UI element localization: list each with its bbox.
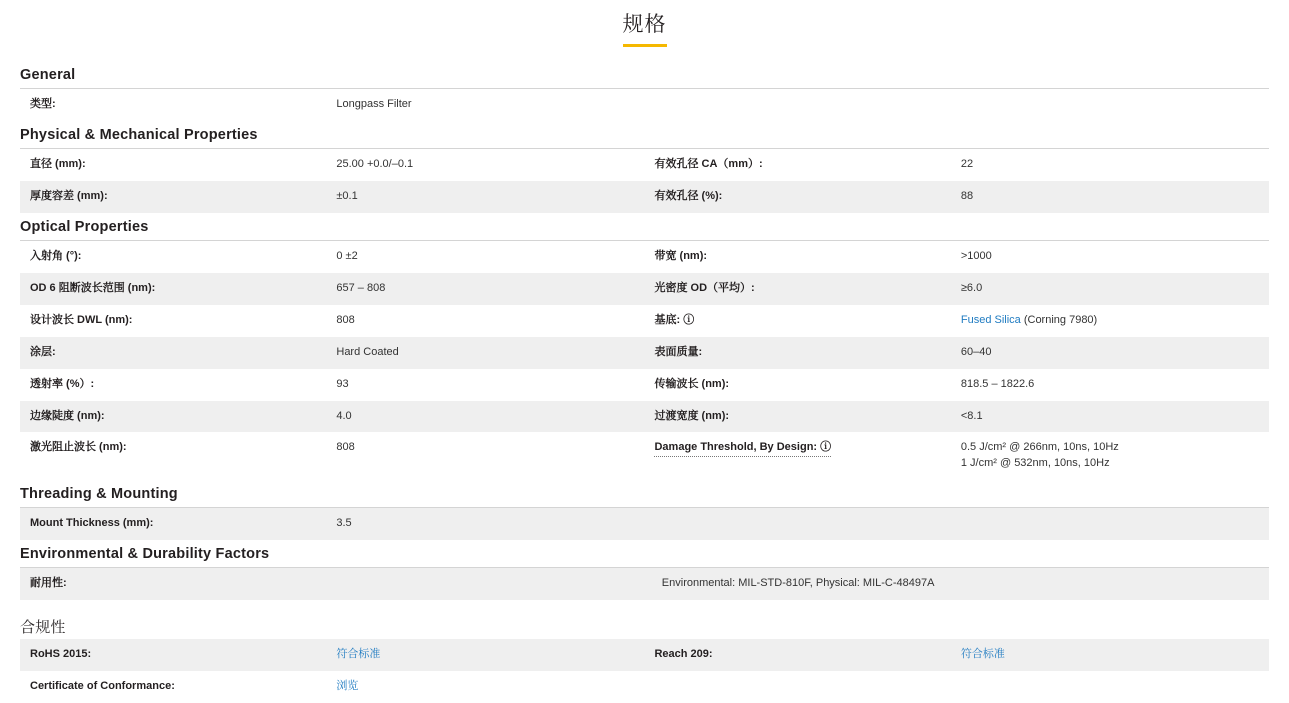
table-row	[20, 149, 1269, 181]
row-value: ≥6.0	[951, 273, 1269, 305]
row-label: OD 6 阻断波长范围 (nm):	[20, 273, 326, 305]
row-label	[644, 508, 950, 540]
row-label: 有效孔径 CA（mm）:	[644, 149, 950, 181]
row-value: >1000	[951, 241, 1269, 273]
row-label: 透射率 (%）:	[20, 369, 326, 401]
row-label: 激光阻止波长 (nm):	[20, 432, 326, 480]
row-value-rohs	[326, 639, 644, 671]
row-label: 边缘陡度 (nm):	[20, 401, 326, 433]
row-label	[644, 89, 950, 121]
row-label: 直径 (mm):	[20, 149, 326, 181]
row-label: 有效孔径 (%):	[644, 181, 950, 213]
table-row	[20, 508, 1269, 540]
row-value: Environmental: MIL-STD-810F, Physical: MIL-C-48497A	[652, 568, 1269, 600]
section-heading-physical-mechanical: Physical & Mechanical Properties	[20, 121, 1269, 149]
row-label: Mount Thickness (mm):	[20, 508, 326, 540]
section-heading-general: General	[20, 61, 1269, 89]
section-heading-optical: Optical Properties	[20, 213, 1269, 241]
row-label: 带宽 (nm):	[644, 241, 950, 273]
row-label: 耐用性:	[20, 568, 652, 600]
table-row	[20, 273, 1269, 305]
row-value: 93	[326, 369, 644, 401]
row-label: 厚度容差 (mm):	[20, 181, 326, 213]
spec-table-environmental-durability	[20, 568, 1269, 600]
row-value	[951, 89, 1269, 121]
table-row	[20, 369, 1269, 401]
spec-table-threading-mounting	[20, 508, 1269, 540]
row-value: 657 – 808	[326, 273, 644, 305]
row-value: 88	[951, 181, 1269, 213]
table-row	[20, 241, 1269, 273]
row-value: 3.5	[326, 508, 644, 540]
spec-table-general	[20, 89, 1269, 121]
damage-threshold-line-2: 1 J/cm² @ 532nm, 10ns, 10Hz	[960, 457, 1110, 470]
row-value: 25.00 +0.0/–0.1	[326, 149, 644, 181]
damage-threshold-line-1: 0.5 J/cm² @ 266nm, 10ns, 10Hz	[960, 441, 1119, 454]
table-row	[20, 671, 1269, 703]
spec-table-optical	[20, 241, 1269, 481]
table-row	[20, 89, 1269, 121]
row-label-coc: Certificate of Conformance:	[20, 671, 326, 703]
rohs-compliance-link[interactable]: 符合标准	[336, 648, 381, 661]
table-row	[20, 401, 1269, 433]
row-label: 入射角 (°):	[20, 241, 326, 273]
row-label-damage-threshold	[644, 432, 950, 480]
row-value-coc	[326, 671, 644, 703]
table-row	[20, 568, 1269, 600]
row-label: 类型:	[20, 89, 326, 121]
spec-tables	[0, 61, 1289, 703]
row-value: 60–40	[951, 337, 1269, 369]
row-value-damage-threshold	[951, 432, 1269, 480]
row-label-rohs: RoHS 2015:	[20, 639, 326, 671]
row-value-reach	[951, 639, 1269, 671]
reach-compliance-link[interactable]: 符合标准	[960, 648, 1005, 661]
table-row	[20, 432, 1269, 480]
row-label: 表面质量:	[644, 337, 950, 369]
row-label	[644, 671, 950, 703]
row-value: 22	[951, 149, 1269, 181]
row-value: 0 ±2	[326, 241, 644, 273]
row-value-substrate	[951, 305, 1269, 337]
row-label: 光密度 OD（平均）:	[644, 273, 950, 305]
page-title-container	[0, 0, 1289, 47]
row-label-substrate: 基底: ⓘ	[644, 305, 950, 337]
section-heading-compliance: 合规性	[20, 619, 66, 637]
row-value: <8.1	[951, 401, 1269, 433]
row-value	[951, 671, 1269, 703]
substrate-suffix: (Corning 7980)	[1020, 313, 1098, 326]
section-heading-threading-mounting: Threading & Mounting	[20, 480, 1269, 508]
row-label: 涂层:	[20, 337, 326, 369]
table-row	[20, 305, 1269, 337]
damage-threshold-label[interactable]: Damage Threshold, By Design: ⓘ	[654, 440, 831, 457]
certificate-of-conformance-link[interactable]: 浏览	[336, 680, 359, 693]
substrate-link[interactable]: Fused Silica	[960, 313, 1021, 326]
row-value: Longpass Filter	[326, 89, 644, 121]
row-label: 过渡宽度 (nm):	[644, 401, 950, 433]
row-label: 传输波长 (nm):	[644, 369, 950, 401]
section-heading-environmental-durability: Environmental & Durability Factors	[20, 540, 1269, 568]
spec-table-compliance	[20, 639, 1269, 703]
row-label: 设计波长 DWL (nm):	[20, 305, 326, 337]
row-value	[951, 508, 1269, 540]
table-row	[20, 639, 1269, 671]
table-row	[20, 337, 1269, 369]
page-title: 规格	[623, 8, 667, 47]
row-value: ±0.1	[326, 181, 644, 213]
row-value: 808	[326, 432, 644, 480]
table-row	[20, 181, 1269, 213]
spec-table-physical-mechanical	[20, 149, 1269, 213]
row-value: Hard Coated	[326, 337, 644, 369]
row-label-reach: Reach 209:	[644, 639, 950, 671]
row-value: 4.0	[326, 401, 644, 433]
row-value: 818.5 – 1822.6	[951, 369, 1269, 401]
row-value: 808	[326, 305, 644, 337]
